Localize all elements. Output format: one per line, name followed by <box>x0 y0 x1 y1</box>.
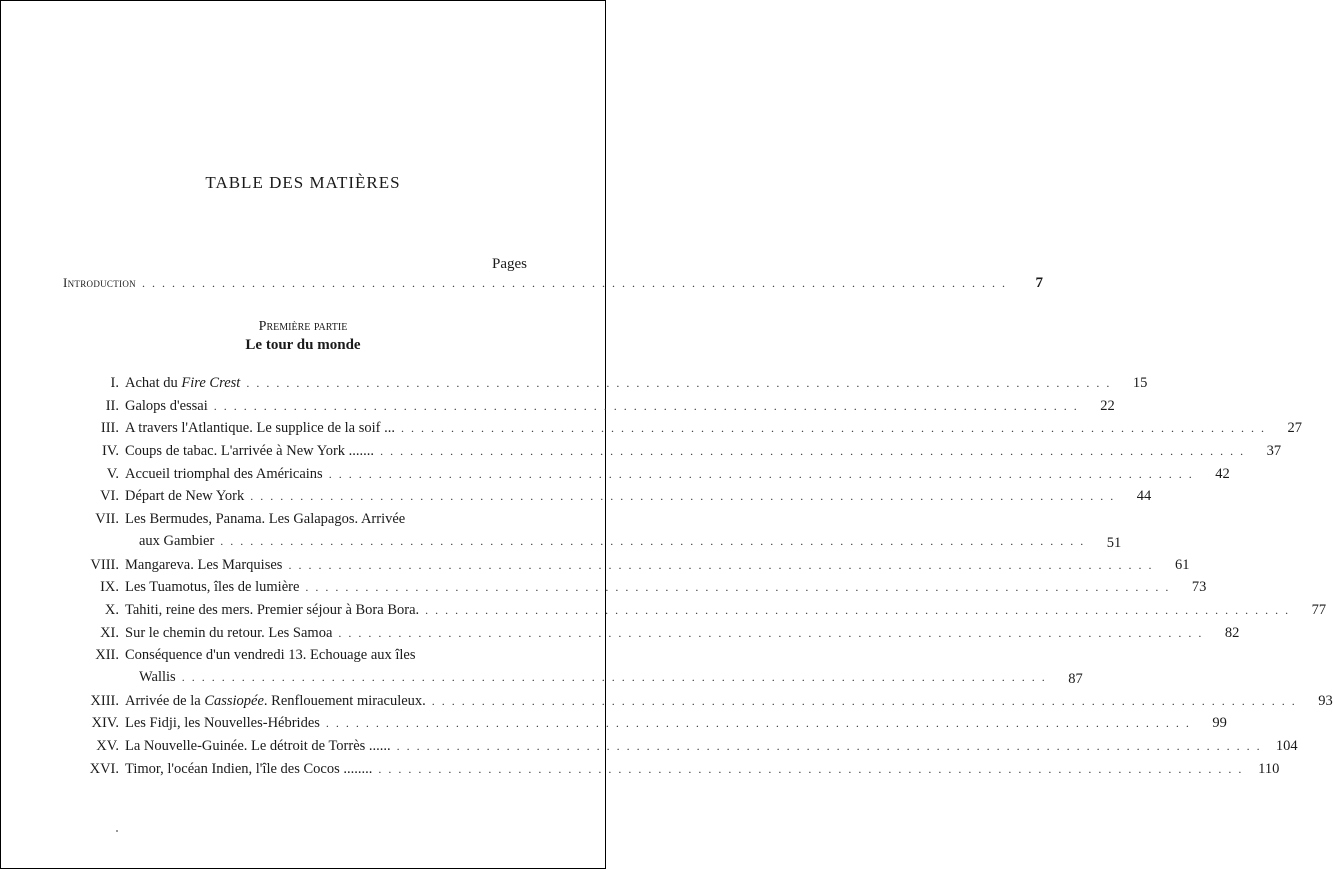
leader-dots <box>329 463 1194 485</box>
chapter-title: Départ de New York <box>125 488 245 505</box>
leader-dots <box>401 417 1266 439</box>
chapter-number: X. <box>104 601 119 618</box>
part-title: Le tour du monde <box>245 337 361 353</box>
chapter-title: Les Tuamotus, îles de lumière <box>125 579 300 596</box>
toc-entry <box>83 576 1207 599</box>
leader-dots <box>397 735 1262 757</box>
toc-list <box>83 372 1333 780</box>
chapter-title: Achat du Fire Crest <box>125 375 241 391</box>
chapter-page: 77 <box>1311 601 1327 618</box>
chapter-number: II. <box>105 397 119 414</box>
toc-entry <box>83 599 1327 622</box>
chapter-page: 44 <box>1136 488 1152 505</box>
chapter-title: Tahiti, reine des mers. Premier séjour à Bora Bora. <box>125 601 420 618</box>
chapter-page: 99 <box>1212 715 1227 732</box>
chapter-page: 82 <box>1224 624 1240 641</box>
chapter-number: IX. <box>100 579 119 596</box>
chapter-page: 37 <box>1266 443 1282 460</box>
scan-speck <box>116 830 118 832</box>
toc-entry <box>83 712 1227 735</box>
toc-entry <box>83 372 1148 395</box>
chapter-title: Accueil triomphal des Américains <box>125 465 323 482</box>
chapter-page: 110 <box>1258 760 1280 777</box>
chapter-page: 61 <box>1174 556 1190 573</box>
chapter-number: XII. <box>95 647 119 664</box>
chapter-title: Conséquence d'un vendredi 13. Echouage aux îles <box>125 647 416 664</box>
leader-dots <box>380 440 1245 462</box>
leader-dots <box>142 276 1007 291</box>
leader-dots <box>425 599 1290 621</box>
leader-dots <box>338 622 1203 644</box>
chapter-title: La Nouvelle-Guinée. Le détroit de Torrès ...... <box>125 738 391 755</box>
toc-entry <box>83 463 1230 486</box>
chapter-number: XV. <box>96 738 119 755</box>
toc-entry <box>83 417 1302 440</box>
toc-entry <box>83 395 1115 418</box>
toc-entry <box>83 622 1240 645</box>
chapter-title-continued: Wallis <box>139 669 176 686</box>
leader-dots <box>378 758 1243 780</box>
toc-entry <box>83 440 1282 463</box>
chapter-page: 87 <box>1068 670 1083 687</box>
chapter-page: 27 <box>1287 420 1302 437</box>
chapter-number: VI. <box>100 488 119 505</box>
chapter-number: VIII. <box>90 556 119 573</box>
leader-dots <box>288 554 1153 576</box>
chapter-page: 22 <box>1100 397 1115 414</box>
chapter-page: 104 <box>1275 738 1298 755</box>
chapter-number: XIII. <box>90 692 119 709</box>
chapter-number: I. <box>110 375 119 391</box>
chapter-title-continued: aux Gambier <box>139 533 215 550</box>
toc-entry <box>83 735 1298 758</box>
toc-entry <box>83 554 1190 577</box>
toc-entry <box>83 508 1122 553</box>
pages-column-label: Pages <box>492 256 527 272</box>
chapter-number: XVI. <box>89 760 119 777</box>
chapter-page: 15 <box>1132 375 1148 391</box>
chapter-title: Coups de tabac. L'arrivée à New York ....... <box>125 443 375 460</box>
chapter-title: Timor, l'océan Indien, l'île des Cocos ........ <box>125 760 373 777</box>
introduction-page: 7 <box>1035 275 1043 291</box>
chapter-title: Les Bermudes, Panama. Les Galapagos. Arrivée <box>125 511 406 528</box>
leader-dots <box>432 690 1297 712</box>
leader-dots <box>326 712 1191 734</box>
toc-entry <box>83 485 1152 508</box>
chapter-number: IV. <box>101 443 119 460</box>
chapter-title: Mangareva. Les Marquises <box>125 556 283 573</box>
page-title: TABLE DES MATIÈRES <box>205 173 401 192</box>
toc-entry <box>83 758 1280 781</box>
introduction-label: Introduction <box>63 275 136 290</box>
chapter-title: Arrivée de la Cassiopée. Renflouement miraculeux. <box>125 692 426 709</box>
chapter-page: 51 <box>1106 534 1122 551</box>
chapter-number: XI. <box>100 624 119 641</box>
chapter-number: VII. <box>95 511 119 528</box>
leader-dots <box>214 395 1079 417</box>
toc-entry-introduction <box>63 275 1043 292</box>
toc-entry <box>83 644 1083 689</box>
chapter-number: XIV. <box>91 715 119 732</box>
chapter-title: Sur le chemin du retour. Les Samoa <box>125 624 333 641</box>
chapter-title: Galops d'essai <box>125 397 208 414</box>
chapter-number: V. <box>106 465 119 482</box>
leader-dots <box>220 530 1085 552</box>
chapter-page: 73 <box>1191 579 1207 596</box>
chapter-title: A travers l'Atlantique. Le supplice de la soif ... <box>125 420 395 437</box>
leader-dots <box>246 372 1111 394</box>
toc-entry <box>83 690 1333 713</box>
chapter-page: 93 <box>1318 692 1333 709</box>
leader-dots <box>182 666 1047 688</box>
chapter-title: Les Fidji, les Nouvelles-Hébrides <box>125 715 320 732</box>
part-label: Première partie <box>258 319 348 334</box>
chapter-page: 42 <box>1215 465 1230 482</box>
leader-dots <box>305 576 1170 598</box>
chapter-number: III. <box>100 420 119 437</box>
leader-dots <box>250 485 1115 507</box>
